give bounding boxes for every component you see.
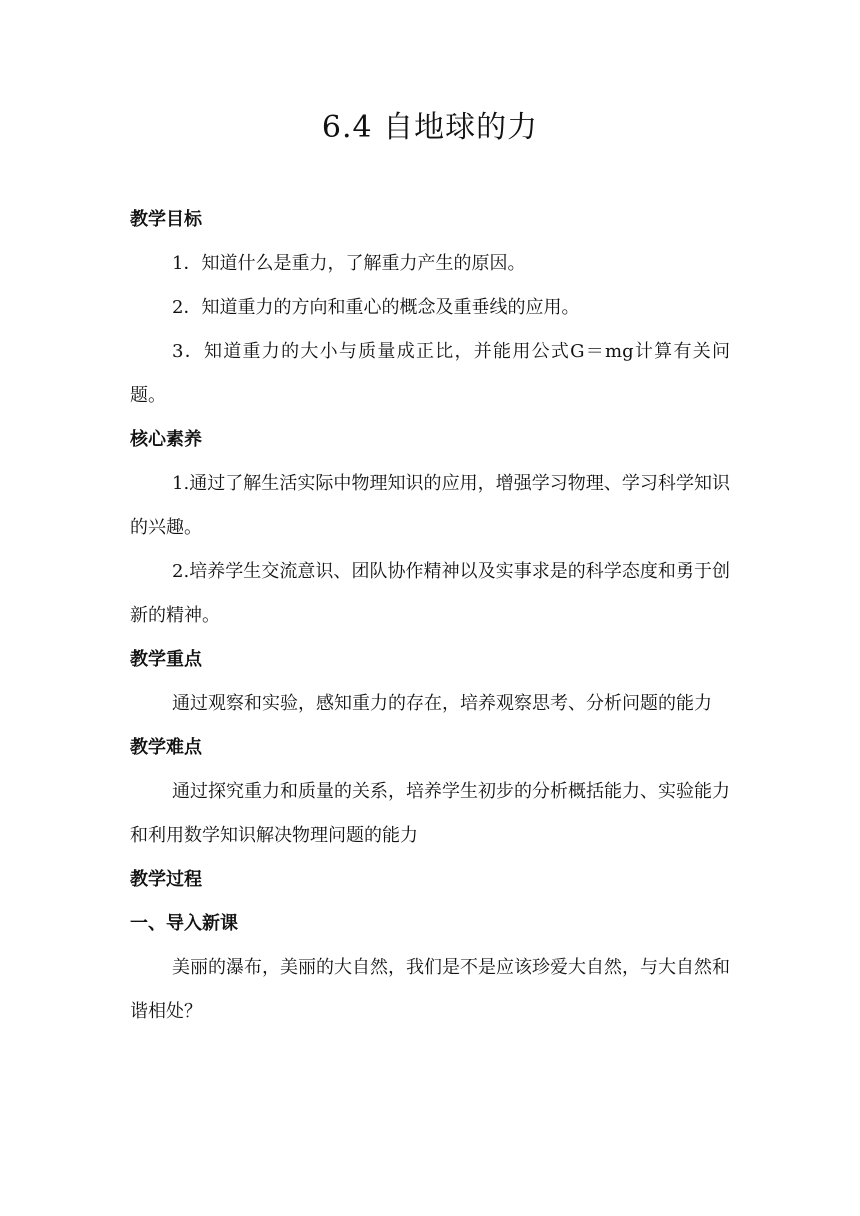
literacy-item-1: 1.通过了解生活实际中物理知识的应用，增强学习物理、学习科学知识的兴趣。 <box>130 473 730 538</box>
section-heading-difficulties: 教学难点 <box>130 737 202 758</box>
document-body <box>130 198 730 1034</box>
key-points-text: 通过观察和实验，感知重力的存在，培养观察思考、分析问题的能力 <box>172 693 712 714</box>
process-intro-text: 美丽的瀑布，美丽的大自然，我们是不是应该珍爱大自然，与大自然和谐相处？ <box>130 957 730 1022</box>
document-title: 6.4 自地球的力 <box>321 110 539 145</box>
section-heading-literacy: 核心素养 <box>130 429 202 450</box>
goal-item-3: 3．知道重力的大小与质量成正比，并能用公式G＝mg计算有关问题。 <box>130 341 730 406</box>
section-heading-process: 教学过程 <box>130 869 202 890</box>
section-heading-key-points: 教学重点 <box>130 649 202 670</box>
section-heading-goals: 教学目标 <box>130 209 202 230</box>
difficulties-text: 通过探究重力和质量的关系，培养学生初步的分析概括能力、实验能力和利用数学知识解决物理问题的能力 <box>130 781 730 846</box>
literacy-item-2: 2.培养学生交流意识、团队协作精神以及实事求是的科学态度和勇于创新的精神。 <box>130 561 730 626</box>
goal-item-1: 1．知道什么是重力，了解重力产生的原因。 <box>172 253 526 274</box>
goal-item-2: 2．知道重力的方向和重心的概念及重垂线的应用。 <box>172 297 580 318</box>
process-sub-heading: 一、导入新课 <box>130 913 238 934</box>
